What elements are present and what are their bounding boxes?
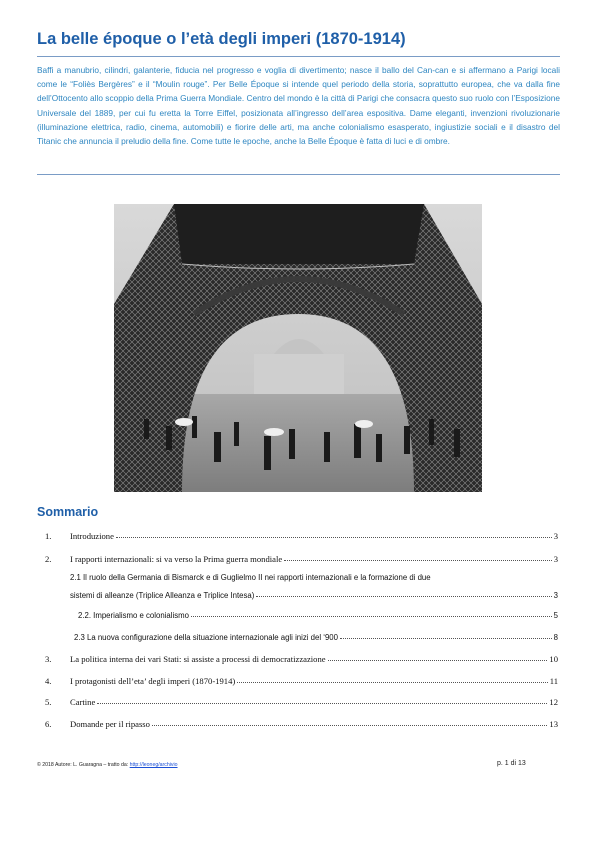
toc-entry-number: 1. bbox=[45, 531, 52, 541]
toc-leader-dots bbox=[191, 616, 552, 617]
footer-credit bbox=[37, 762, 178, 768]
document-title: La belle époque o l’età degli imperi (1870-1914) bbox=[37, 30, 406, 48]
toc-entry-protagonisti[interactable] bbox=[45, 672, 558, 686]
eiffel-tower-photo bbox=[114, 204, 482, 492]
toc-leader-dots bbox=[116, 537, 552, 538]
toc-entry-number: 5. bbox=[45, 697, 52, 707]
toc-entry-imperialismo[interactable] bbox=[78, 606, 558, 620]
toc-leader-dots bbox=[328, 660, 548, 661]
toc-leader-dots bbox=[256, 596, 551, 597]
toc-leader-dots bbox=[237, 682, 547, 683]
toc-entry-text: Introduzione bbox=[70, 531, 114, 541]
toc-entry-number: 2. bbox=[45, 554, 52, 564]
toc-entry-number: 6. bbox=[45, 719, 52, 729]
toc-entry-text: Domande per il ripasso bbox=[70, 719, 150, 729]
toc-entry-rapporti-internazionali[interactable] bbox=[45, 550, 558, 564]
toc-entry-page: 3 bbox=[553, 554, 558, 564]
toc-entry-introduzione[interactable] bbox=[45, 527, 558, 541]
toc-entry-text-line1: 2.1 Il ruolo della Germania di Bismarck e di Guglielmo II nei rapporti internazionali e la formazione di due bbox=[70, 573, 431, 582]
toc-entry-text: 2.2. Imperialismo e colonialismo bbox=[78, 611, 189, 620]
toc-leader-dots bbox=[97, 703, 547, 704]
page-number: p. 1 di 13 bbox=[497, 760, 526, 767]
toc-entry-text: 2.3 La nuova configurazione della situazione internazionale agli inizi del ‘900 bbox=[74, 633, 338, 642]
toc-entry-page: 13 bbox=[549, 719, 558, 729]
toc-entry-nuova-configurazione[interactable] bbox=[74, 628, 558, 642]
toc-entry-text: La politica interna dei vari Stati: si assiste a processi di democratizzazione bbox=[70, 654, 326, 664]
toc-entry-page: 3 bbox=[553, 591, 558, 600]
abstract-paragraph: Baffi a manubrio, cilindri, galanterie, fiducia nel progresso e voglia di divertimento; nasce il ballo del Can-can e si affermano a Parigi locali come le “Foliès Bergères” e il “Moulin rouge”. Per Belle Époque si intende quel periodo della storia, soprattutto europea, che va dalla fine dell’Ottocento allo scoppio della Prima Guerra Mondiale. Centro del mondo è la città di Parigi che consacra questo suo ruolo con l’Esposizione Universale del 1889, per cui fu eretta la Torre Eiffel, posizionata all’ingresso dell’area espositiva. Dame eleganti, invenzioni rivoluzionarie (illuminazione elettrica, radio, cinema, automobili) e fiorire delle arti, ma anche colonialismo esasperato, ingiustizie sociali e il disastro del Titanic che annuncia il preludio della fine. Come tutte le epoche, anche la Belle Époque è fatta di luci e di ombre. bbox=[37, 65, 560, 147]
toc-heading: Sommario bbox=[37, 505, 99, 519]
footer-credit-text: © 2018 Autore: L. Guaragna – tratto da: bbox=[37, 762, 130, 768]
title-divider bbox=[37, 56, 560, 57]
toc-entry-page: 8 bbox=[553, 633, 558, 642]
toc-entry-page: 12 bbox=[549, 697, 558, 707]
toc-entry-number: 3. bbox=[45, 654, 52, 664]
footer-source-link[interactable]: http://leoneg/archivio bbox=[129, 762, 178, 768]
toc-entry-text: I rapporti internazionali: si va verso la Prima guerra mondiale bbox=[70, 554, 283, 564]
toc-leader-dots bbox=[284, 560, 552, 561]
toc-entry-text-line2: sistemi di alleanze (Triplice Alleanza e Triplice Intesa) bbox=[70, 591, 255, 600]
toc-entry-page: 10 bbox=[549, 654, 558, 664]
toc-entry-number: 4. bbox=[45, 676, 52, 686]
toc-entry-page: 5 bbox=[553, 611, 558, 620]
toc-entry-page: 11 bbox=[549, 676, 558, 686]
toc-entry-ruolo-germania[interactable] bbox=[70, 573, 558, 600]
toc-entry-domande[interactable] bbox=[45, 715, 558, 729]
abstract-divider bbox=[37, 174, 560, 175]
toc-leader-dots bbox=[340, 638, 552, 639]
toc-leader-dots bbox=[152, 725, 547, 726]
toc-entry-page: 3 bbox=[553, 531, 558, 541]
toc-entry-text: I protagonisti dell’eta’ degli imperi (1870-1914) bbox=[70, 676, 236, 686]
toc-entry-politica-interna[interactable] bbox=[45, 650, 558, 664]
toc-entry-cartine[interactable] bbox=[45, 693, 558, 707]
toc-entry-text: Cartine bbox=[70, 697, 96, 707]
